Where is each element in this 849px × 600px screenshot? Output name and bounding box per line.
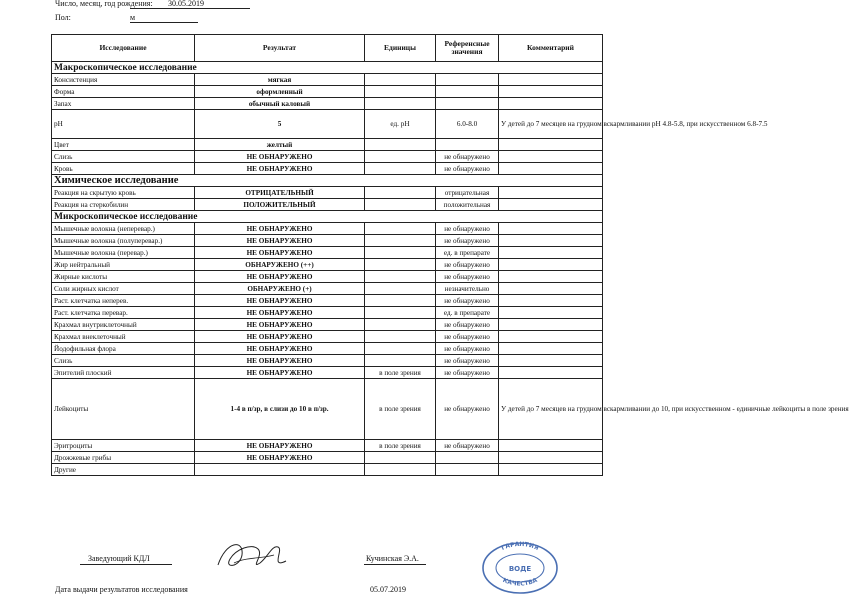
- sex-label: Пол:: [55, 13, 71, 22]
- test-name-cell: Дрожжевые грибы: [52, 452, 195, 464]
- comment-cell: [499, 74, 603, 86]
- col-header-test: Исследование: [52, 35, 195, 62]
- test-name-cell: Лейкоциты: [52, 379, 195, 440]
- comment-cell: [499, 464, 603, 476]
- reference-cell: ед. в препарате: [436, 247, 499, 259]
- test-name-cell: Другие: [52, 464, 195, 476]
- test-name-cell: Форма: [52, 86, 195, 98]
- reference-cell: не обнаружено: [436, 319, 499, 331]
- comment-cell: [499, 247, 603, 259]
- table-body: [52, 62, 849, 476]
- test-name-cell: Крахмал внеклеточный: [52, 331, 195, 343]
- comment-cell: [499, 187, 603, 199]
- unit-cell: [365, 139, 436, 151]
- results-table: [51, 34, 849, 476]
- reference-cell: [436, 139, 499, 151]
- lab-stamp: [480, 540, 560, 594]
- test-name-cell: pH: [52, 110, 195, 139]
- unit-cell: [365, 235, 436, 247]
- unit-cell: [365, 452, 436, 464]
- comment-cell: [499, 367, 603, 379]
- result-cell: 1-4 в п/зр, в слизи до 10 в п/зр.: [195, 379, 365, 440]
- comment-cell: [499, 343, 603, 355]
- comment-cell: [499, 355, 603, 367]
- result-cell: ОБНАРУЖЕНО (++): [195, 259, 365, 271]
- test-name-cell: Реакция на стеркобилин: [52, 199, 195, 211]
- dob-underline: [130, 8, 250, 9]
- result-cell: НЕ ОБНАРУЖЕНО: [195, 343, 365, 355]
- reference-cell: [436, 74, 499, 86]
- unit-cell: [365, 187, 436, 199]
- test-name-cell: Эритроциты: [52, 440, 195, 452]
- reference-cell: незначительно: [436, 283, 499, 295]
- unit-cell: [365, 331, 436, 343]
- comment-cell: [499, 452, 603, 464]
- unit-cell: [365, 283, 436, 295]
- table-row: [52, 319, 603, 331]
- comment-cell: [499, 98, 603, 110]
- section-row: [52, 211, 603, 223]
- signature: [212, 535, 292, 577]
- reference-cell: [436, 86, 499, 98]
- col-header-comment: Комментарий: [499, 35, 603, 62]
- table-row: [52, 139, 603, 151]
- test-name-cell: Слизь: [52, 355, 195, 367]
- comment-cell: У детей до 7 месяцев на грудном вскармливании до 10, при искусственном - единичные лейкоциты в поле зрения: [499, 379, 603, 440]
- test-name-cell: Слизь: [52, 151, 195, 163]
- test-name-cell: Реакция на скрытую кровь: [52, 187, 195, 199]
- test-name-cell: Мышечные волокна (полуперевар.): [52, 235, 195, 247]
- reference-cell: 6.0-8.0: [436, 110, 499, 139]
- table-row: [52, 235, 603, 247]
- head-name: Кучинская Э.А.: [366, 554, 419, 563]
- comment-cell: [499, 271, 603, 283]
- test-name-cell: Раст. клетчатка неперев.: [52, 295, 195, 307]
- test-name-cell: Раст. клетчатка перевар.: [52, 307, 195, 319]
- reference-cell: [436, 464, 499, 476]
- unit-cell: ед. pH: [365, 110, 436, 139]
- section-title: Микроскопическое исследование: [52, 211, 603, 223]
- result-cell: НЕ ОБНАРУЖЕНО: [195, 452, 365, 464]
- result-cell: НЕ ОБНАРУЖЕНО: [195, 295, 365, 307]
- result-cell: ОБНАРУЖЕНО (+): [195, 283, 365, 295]
- unit-cell: [365, 199, 436, 211]
- unit-cell: [365, 464, 436, 476]
- test-name-cell: Йодофильная флора: [52, 343, 195, 355]
- table-row: [52, 343, 603, 355]
- result-cell: НЕ ОБНАРУЖЕНО: [195, 151, 365, 163]
- col-header-reference: Референсные значения: [436, 35, 499, 62]
- table-row: [52, 86, 603, 98]
- reference-cell: [436, 98, 499, 110]
- reference-cell: не обнаружено: [436, 440, 499, 452]
- test-name-cell: Цвет: [52, 139, 195, 151]
- section-title: Макроскопическое исследование: [52, 62, 603, 74]
- reference-cell: не обнаружено: [436, 367, 499, 379]
- table-row: [52, 271, 603, 283]
- unit-cell: в поле зрения: [365, 367, 436, 379]
- table-row: [52, 295, 603, 307]
- comment-cell: [499, 283, 603, 295]
- unit-cell: в поле зрения: [365, 379, 436, 440]
- issue-label: Дата выдачи результатов исследования: [55, 585, 188, 594]
- result-cell: НЕ ОБНАРУЖЕНО: [195, 440, 365, 452]
- comment-cell: [499, 331, 603, 343]
- table-row: [52, 199, 603, 211]
- result-cell: обычный каловый: [195, 98, 365, 110]
- table-row: [52, 223, 603, 235]
- comment-cell: [499, 199, 603, 211]
- comment-cell: [499, 440, 603, 452]
- name-underline: [364, 564, 426, 565]
- unit-cell: [365, 355, 436, 367]
- table-row: [52, 355, 603, 367]
- test-name-cell: Крахмал внутриклеточный: [52, 319, 195, 331]
- unit-cell: [365, 223, 436, 235]
- unit-cell: [365, 343, 436, 355]
- test-name-cell: Запах: [52, 98, 195, 110]
- reference-cell: не обнаружено: [436, 355, 499, 367]
- unit-cell: [365, 98, 436, 110]
- result-cell: НЕ ОБНАРУЖЕНО: [195, 247, 365, 259]
- test-name-cell: Жир нейтральный: [52, 259, 195, 271]
- table-header-row: [52, 35, 603, 62]
- table-row: [52, 163, 603, 175]
- table-row: [52, 98, 603, 110]
- result-cell: НЕ ОБНАРУЖЕНО: [195, 307, 365, 319]
- table-row: [52, 283, 603, 295]
- table-row: [52, 307, 603, 319]
- table-row: [52, 74, 603, 86]
- issue-date: 05.07.2019: [370, 585, 406, 594]
- sex-underline: [130, 22, 198, 23]
- reference-cell: не обнаружено: [436, 271, 499, 283]
- comment-cell: [499, 86, 603, 98]
- comment-cell: [499, 139, 603, 151]
- table-row: [52, 110, 603, 139]
- reference-cell: [436, 452, 499, 464]
- section-title: Химическое исследование: [52, 175, 603, 187]
- reference-cell: не обнаружено: [436, 331, 499, 343]
- table-row: [52, 452, 603, 464]
- reference-cell: не обнаружено: [436, 379, 499, 440]
- comment-cell: [499, 307, 603, 319]
- result-cell: ОТРИЦАТЕЛЬНЫЙ: [195, 187, 365, 199]
- reference-cell: не обнаружено: [436, 259, 499, 271]
- result-cell: мягкая: [195, 74, 365, 86]
- comment-cell: [499, 235, 603, 247]
- head-underline: [80, 564, 172, 565]
- comment-cell: [499, 163, 603, 175]
- sex-value: м: [130, 13, 136, 22]
- result-cell: НЕ ОБНАРУЖЕНО: [195, 223, 365, 235]
- test-name-cell: Мышечные волокна (перевар.): [52, 247, 195, 259]
- reference-cell: не обнаружено: [436, 235, 499, 247]
- table-row: [52, 187, 603, 199]
- unit-cell: [365, 86, 436, 98]
- head-title: Заведующий КДЛ: [88, 554, 150, 563]
- result-cell: желтый: [195, 139, 365, 151]
- unit-cell: [365, 319, 436, 331]
- reference-cell: положительная: [436, 199, 499, 211]
- result-cell: НЕ ОБНАРУЖЕНО: [195, 235, 365, 247]
- test-name-cell: Соли жирных кислот: [52, 283, 195, 295]
- comment-cell: У детей до 7 месяцев на грудном вскармливании pH 4.8-5.8, при искусственном 6.8-7.5: [499, 110, 603, 139]
- reference-cell: не обнаружено: [436, 163, 499, 175]
- unit-cell: [365, 295, 436, 307]
- reference-cell: не обнаружено: [436, 295, 499, 307]
- unit-cell: [365, 247, 436, 259]
- dob-label: Число, месяц, год рождения:: [55, 0, 153, 8]
- stamp-center-text: ВОДЕ: [508, 565, 532, 573]
- result-cell: оформленный: [195, 86, 365, 98]
- reference-cell: не обнаружено: [436, 151, 499, 163]
- table-row: [52, 247, 603, 259]
- svg-text:ГАРАНТИЯ: [500, 541, 540, 552]
- unit-cell: [365, 259, 436, 271]
- unit-cell: [365, 151, 436, 163]
- table-row: [52, 331, 603, 343]
- unit-cell: [365, 307, 436, 319]
- result-cell: НЕ ОБНАРУЖЕНО: [195, 319, 365, 331]
- table-row: [52, 367, 603, 379]
- comment-cell: [499, 151, 603, 163]
- unit-cell: [365, 163, 436, 175]
- reference-cell: ед. в препарате: [436, 307, 499, 319]
- test-name-cell: Консистенция: [52, 74, 195, 86]
- section-row: [52, 62, 603, 74]
- table-row: [52, 440, 603, 452]
- result-cell: НЕ ОБНАРУЖЕНО: [195, 163, 365, 175]
- unit-cell: [365, 271, 436, 283]
- result-cell: 5: [195, 110, 365, 139]
- test-name-cell: Эпителий плоский: [52, 367, 195, 379]
- table-row: [52, 464, 603, 476]
- col-header-units: Единицы: [365, 35, 436, 62]
- comment-cell: [499, 319, 603, 331]
- reference-cell: не обнаружено: [436, 343, 499, 355]
- comment-cell: [499, 295, 603, 307]
- test-name-cell: Мышечные волокна (неперевар.): [52, 223, 195, 235]
- result-cell: [195, 464, 365, 476]
- reference-cell: отрицательная: [436, 187, 499, 199]
- stamp-bottom-text: КАЧЕСТВА: [501, 576, 539, 588]
- result-cell: ПОЛОЖИТЕЛЬНЫЙ: [195, 199, 365, 211]
- reference-cell: не обнаружено: [436, 223, 499, 235]
- section-row: [52, 175, 603, 187]
- test-name-cell: Кровь: [52, 163, 195, 175]
- result-cell: НЕ ОБНАРУЖЕНО: [195, 271, 365, 283]
- result-cell: НЕ ОБНАРУЖЕНО: [195, 355, 365, 367]
- unit-cell: в поле зрения: [365, 440, 436, 452]
- unit-cell: [365, 74, 436, 86]
- col-header-result: Результат: [195, 35, 365, 62]
- result-cell: НЕ ОБНАРУЖЕНО: [195, 367, 365, 379]
- test-name-cell: Жирные кислоты: [52, 271, 195, 283]
- table-row: [52, 379, 603, 440]
- svg-text:КАЧЕСТВА: [502, 577, 539, 588]
- stamp-top-text: ГАРАНТИЯ: [500, 540, 540, 552]
- table-row: [52, 259, 603, 271]
- result-cell: НЕ ОБНАРУЖЕНО: [195, 331, 365, 343]
- comment-cell: [499, 259, 603, 271]
- table-row: [52, 151, 603, 163]
- comment-cell: [499, 223, 603, 235]
- dob-value: 30.05.2019: [168, 0, 204, 8]
